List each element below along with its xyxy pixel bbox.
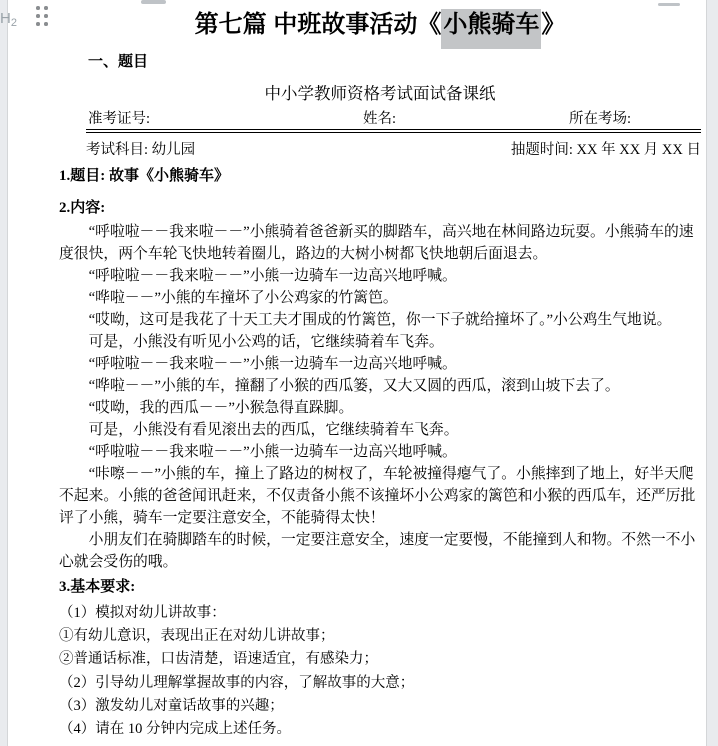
exam-subject: 考试科目: 幼儿园 [86, 142, 196, 158]
story-paragraph: “呼啦啦－－我来啦－－”小熊一边骑车一边高兴地呼喊。 [88, 356, 457, 372]
story-paragraph: “呼啦啦－－我来啦－－”小熊骑着爸爸新买的脚踏车，高兴地在林间路边玩耍。小熊骑车的速度很快，两个车轮飞快地转着圈儿，路边的大树小树都飞快地朝后面退去。 [59, 224, 694, 262]
story-paragraph: 可是，小熊没有看见滚出去的西瓜，它继续骑着车飞奔。 [88, 422, 459, 438]
requirement-item: ①有幼儿意识，表现出正在对幼儿讲故事； [59, 628, 335, 645]
heading-level-badge [0, 10, 17, 32]
requirement-item: （2）引导幼儿理解掌握故事的内容，了解故事的大意； [59, 674, 415, 691]
requirement-item: （1）模拟对幼儿讲故事： [59, 605, 226, 621]
story-paragraph: “哎呦，这可是我花了十天工夫才围成的竹篱笆，你一下子就给撞坏了。”小公鸡生气地说。 [88, 312, 672, 328]
requirements-heading: 3.基本要求: [59, 579, 136, 595]
heading-badge-level: 2 [10, 17, 17, 29]
top-edge-bar-right [658, 3, 680, 6]
section-heading: 一、题目 [88, 54, 149, 70]
story-content [59, 221, 701, 573]
draw-time: 抽题时间: XX 年 XX 月 XX 日 [510, 142, 701, 158]
document-content [59, 8, 701, 741]
heading-badge-letter: H [0, 10, 11, 27]
field-name: 姓名: [363, 111, 397, 127]
story-paragraph: 可是，小熊没有听见小公鸡的话，它继续骑着车飞奔。 [88, 334, 444, 350]
story-paragraph: “咔嚓－－”小熊的车，撞上了路边的树杈了，车轮被撞得瘪气了。小熊摔到了地上，好半天爬不起来。小熊的爸爸闻讯赶来，不仅责备小熊不该撞坏小公鸡家的篱笆和小猴的西瓜车，还严厉批评了小熊，骑车一定要注意安全，不能骑得太快！ [59, 466, 696, 526]
requirements-list [59, 602, 701, 741]
story-paragraph: “哎呦，我的西瓜－－”小猴急得直跺脚。 [88, 400, 354, 416]
doc-title-prefix: 第七篇 中班故事活动《 [194, 11, 442, 38]
paper-subtitle: 中小学教师资格考试面试备课纸 [264, 84, 496, 103]
story-paragraph: 小朋友们在骑脚踏车的时候，一定要注意安全，速度一定要慢，不能撞到人和物。不然一不小心就会受伤的哦。 [59, 532, 696, 570]
title-highlight: 小熊骑车 [441, 9, 541, 49]
doc-title [59, 8, 701, 42]
story-paragraph: “呼啦啦－－我来啦－－”小熊一边骑车一边高兴地呼喊。 [88, 444, 457, 460]
story-paragraph: “呼啦啦－－我来啦－－”小熊一边骑车一边高兴地呼喊。 [88, 268, 457, 284]
requirement-item: （4）请在 10 分钟内完成上述任务。 [59, 721, 291, 738]
fields-row [86, 110, 701, 130]
story-paragraph: “哗啦－－”小熊的车，撞翻了小猴的西瓜篓，又大又圆的西瓜，滚到山坡下去了。 [88, 378, 620, 394]
top-edge-bar-left [141, 0, 166, 4]
meta-row [59, 140, 701, 160]
content-heading: 2.内容: [59, 200, 106, 216]
field-exam-number: 准考证号: [88, 111, 151, 127]
requirement-item: （3）激发幼儿对童话故事的兴趣； [59, 697, 284, 714]
story-paragraph: “哗啦－－”小熊的车撞坏了小公鸡家的竹篱笆。 [88, 290, 398, 306]
question-title: 1.题目: 故事《小熊骑车》 [59, 168, 229, 184]
doc-title-suffix: 》 [541, 11, 566, 38]
drag-handle-icon[interactable] [36, 6, 48, 26]
requirement-item: ②普通话标准，口齿清楚，语速适宜，有感染力； [59, 651, 378, 668]
field-exam-room: 所在考场: [569, 111, 632, 127]
